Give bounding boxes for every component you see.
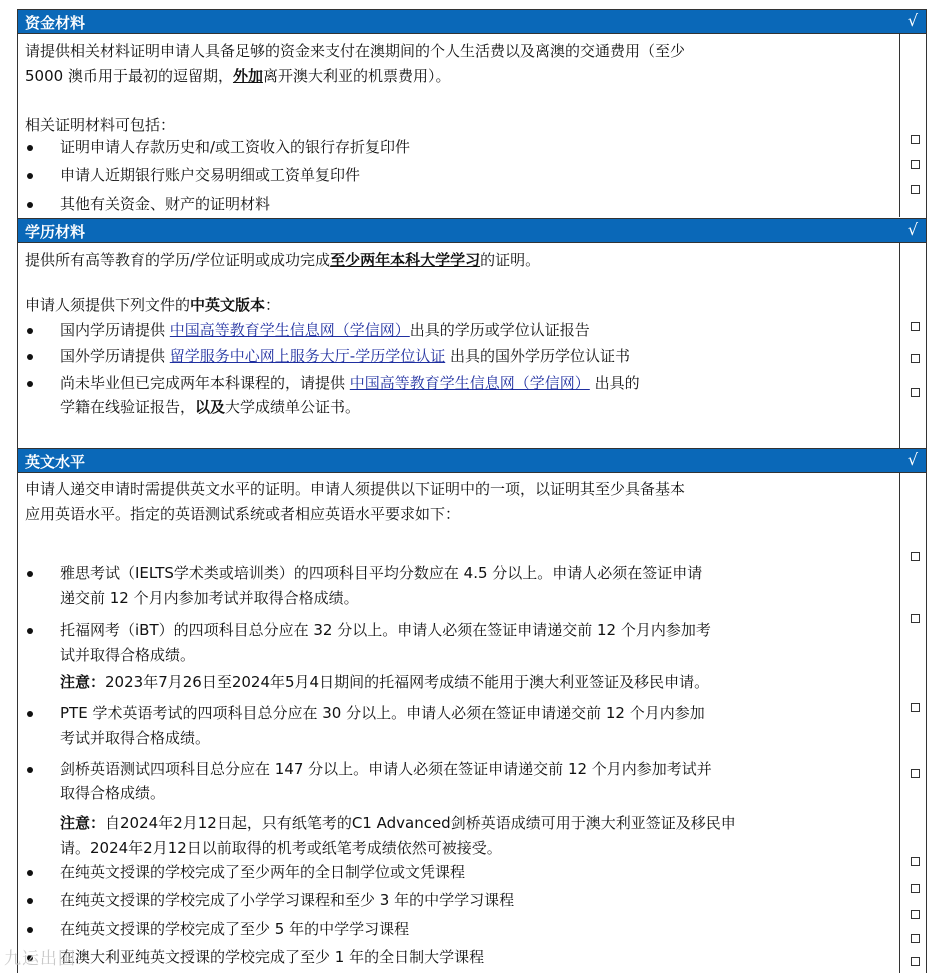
funds-item: 其他有关资金、财产的证明材料: [60, 195, 271, 213]
section-header-english: [18, 448, 926, 473]
english-item-cambridge: 剑桥英语测试四项科目总分应在 147 分以上。申请人必须在签证申请递交前 12 个月内参加考试并: [60, 760, 712, 778]
education-req-text: 申请人须提供下列文件的: [25, 296, 191, 314]
checkbox[interactable]: [911, 614, 920, 623]
section-header-funds: [18, 9, 926, 34]
education-item-text: 出具的学历或学位认证报告: [409, 321, 590, 339]
checkbox[interactable]: [911, 135, 920, 144]
funds-intro-line1: 请提供相关材料证明申请人具备足够的资金来支付在澳期间的个人生活费以及离澳的交通费用（至少: [25, 42, 686, 60]
english-note-toefl: [60, 671, 709, 693]
funds-intro-line2: [25, 65, 450, 87]
column-divider: [899, 243, 900, 457]
bullet: [27, 381, 33, 387]
bullet: [27, 898, 33, 904]
checkbox[interactable]: [911, 857, 920, 866]
checkbox[interactable]: [911, 388, 920, 397]
education-item-undergrad-cont: [60, 396, 360, 418]
english-item-ielts-cont: 递交前 12 个月内参加考试并取得合格成绩。: [60, 589, 359, 607]
english-item-pte: PTE 学术英语考试的四项科目总分应在 30 分以上。申请人必须在签证申请递交前 12 个月内参加: [60, 704, 705, 722]
education-item-emphasis: 以及: [195, 398, 226, 416]
english-intro-line2: 应用英语水平。指定的英语测试系统或者相应英语水平要求如下：: [25, 505, 461, 523]
english-item-ielts: 雅思考试（IELTS学术类或培训类）的四项科目平均分数应在 4.5 分以上。申请人必须在签证申请: [60, 564, 703, 582]
education-intro-text: 的证明。: [480, 251, 541, 269]
bullet: [27, 145, 33, 151]
education-item-text: 尚未毕业但已完成两年本科课程的，请提供: [60, 374, 350, 392]
education-item-text: 国外学历请提供: [60, 347, 170, 365]
funds-intro-text: 5000 澳币用于最初的逗留期，: [25, 67, 233, 85]
bullet: [27, 354, 33, 360]
bullet: [27, 202, 33, 208]
bullet: [27, 328, 33, 334]
education-item-undergrad: [60, 372, 640, 394]
education-item-text: 出具的国外学历学位认证书: [445, 347, 630, 365]
checkbox[interactable]: [911, 884, 920, 893]
english-item-study: 在纯英文授课的学校完成了至少 5 年的中学学习课程: [60, 920, 410, 938]
education-requirement: [25, 294, 280, 316]
checkbox[interactable]: [911, 185, 920, 194]
section-title: 资金材料: [25, 14, 86, 32]
checkbox[interactable]: [911, 703, 920, 712]
funds-intro-text: 离开澳大利亚的机票费用）。: [262, 67, 451, 85]
note-label: 注意：: [60, 673, 106, 691]
english-item-toefl: 托福网考（iBT）的四项科目总分应在 32 分以上。申请人必须在签证申请递交前 12 个月内参加考: [60, 621, 711, 639]
funds-item: 证明申请人存款历史和/或工资收入的银行存折复印件: [60, 138, 411, 156]
section-check-mark: √: [907, 11, 919, 30]
education-intro: [25, 249, 540, 271]
education-item-foreign: [60, 345, 630, 367]
bullet: [27, 870, 33, 876]
checkbox[interactable]: [911, 160, 920, 169]
education-req-text: ：: [265, 296, 281, 314]
watermark: 九运出国: [4, 949, 76, 969]
checkbox[interactable]: [911, 910, 920, 919]
section-check-mark: √: [907, 450, 919, 469]
bullet: [27, 767, 33, 773]
cscse-link[interactable]: 留学服务中心网上服务大厅-学历学位认证: [169, 347, 446, 365]
bullet: [27, 927, 33, 933]
education-intro-emphasis: 至少两年本科大学学习: [330, 251, 481, 269]
education-intro-text: 提供所有高等教育的学历/学位证明或成功完成: [25, 251, 331, 269]
section-title: 学历材料: [25, 223, 86, 241]
bullet: [27, 571, 33, 577]
education-item-text: 大学成绩单公证书。: [225, 398, 361, 416]
education-item-domestic: [60, 319, 590, 341]
checkbox[interactable]: [911, 769, 920, 778]
english-item-study: 在纯英文授课的学校完成了至少两年的全日制学位或文凭课程: [60, 863, 466, 881]
note-text: 2023年7月26日至2024年5月4日期间的托福网考成绩不能用于澳大利亚签证及移民申请。: [105, 673, 710, 691]
english-note-cambridge: [60, 812, 736, 834]
section-title: 英文水平: [25, 453, 86, 471]
chsi-link[interactable]: 中国高等教育学生信息网（学信网）: [169, 321, 410, 339]
english-item-study: 在澳大利亚纯英文授课的学校完成了至少 1 年的全日制大学课程: [60, 948, 485, 966]
english-item-pte-cont: 考试并取得合格成绩。: [60, 729, 211, 747]
english-item-study: 在纯英文授课的学校完成了小学学习课程和至少 3 年的中学学习课程: [60, 891, 515, 909]
section-check-mark: √: [907, 220, 919, 239]
education-item-text: 学籍在线验证报告，: [60, 398, 196, 416]
funds-intro-emphasis: 外加: [232, 67, 263, 85]
chsi-link[interactable]: 中国高等教育学生信息网（学信网）: [349, 374, 590, 392]
checklist-table: [17, 9, 927, 973]
english-item-toefl-cont: 试并取得合格成绩。: [60, 646, 196, 664]
funds-item: 申请人近期银行账户交易明细或工资单复印件: [60, 166, 361, 184]
checkbox[interactable]: [911, 552, 920, 561]
section-header-education: [18, 218, 926, 243]
english-note-cambridge-cont: 请。2024年2月12日以前取得的机考或纸笔考成绩依然可被接受。: [60, 839, 502, 857]
funds-list-intro: 相关证明材料可包括：: [25, 116, 176, 134]
checkbox[interactable]: [911, 957, 920, 966]
bullet: [27, 628, 33, 634]
education-item-text: 出具的: [589, 374, 640, 392]
checkbox[interactable]: [911, 322, 920, 331]
checkbox[interactable]: [911, 354, 920, 363]
note-label: 注意：: [60, 814, 106, 832]
bullet: [27, 173, 33, 179]
english-item-cambridge-cont: 取得合格成绩。: [60, 784, 166, 802]
education-item-text: 国内学历请提供: [60, 321, 170, 339]
english-intro-line1: 申请人递交申请时需提供英文水平的证明。申请人须提供以下证明中的一项，以证明其至少具备基本: [25, 480, 686, 498]
note-text: 自2024年2月12日起，只有纸笔考的C1 Advanced剑桥英语成绩可用于澳大利亚签证及移民申: [105, 814, 736, 832]
education-req-emphasis: 中英文版本: [190, 296, 266, 314]
column-divider: [899, 473, 900, 973]
checkbox[interactable]: [911, 934, 920, 943]
column-divider: [899, 34, 900, 217]
bullet: [27, 711, 33, 717]
